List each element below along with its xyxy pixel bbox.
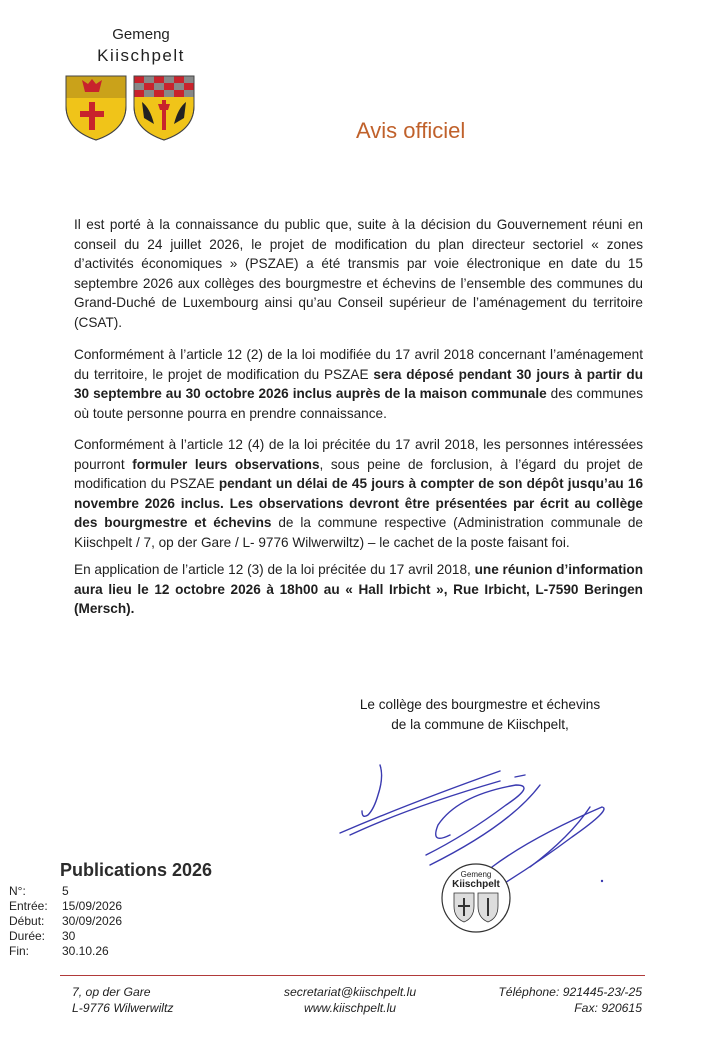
bold-text-run: pendant un délai de 45 jours à compter de son dépôt jusqu’au 16 novembre 2026 inclus. Les observations devront être présentées par écrit au collège des bourgmestre et échevins	[74, 476, 644, 531]
meta-label-start: Début:	[9, 914, 45, 928]
footer-email: secretariat@kiischpelt.lu	[283, 985, 417, 999]
text-run: Conformément à l’article 12 (2) de la loi modifiée du 17 avril 2018 concernant l’aménagement du territoire, le projet de modification du PSZAE	[74, 347, 643, 382]
text-run: des communes où toute personne pourra en prendre connaissance.	[74, 386, 644, 421]
coat-of-arms-logo	[62, 72, 198, 142]
bold-text-run: sera déposé pendant 30 jours à partir du 30 septembre au 30 octobre 2026 inclus auprès de la maison communale	[74, 366, 643, 402]
bold-text-run: une réunion d’information aura lieu le 12 octobre 2026 à 18h00 au « Hall Irbicht », Rue Irbicht, L-7590 Beringen (Mersch).	[74, 562, 644, 617]
meta-value-end: 30.10.26	[62, 944, 109, 958]
meta-value-start: 30/09/2026	[62, 914, 123, 928]
publications-title: Publications 2026	[60, 860, 213, 880]
text-run: En application de l’article 12 (3) de la loi précitée du 17 avril 2018,	[74, 562, 475, 577]
seal-line2: Kiischpelt	[452, 879, 500, 890]
bold-text-run: formuler leurs observations	[132, 456, 320, 472]
left-shield-icon	[66, 76, 126, 140]
footer-phone: Téléphone: 921445-23/-25	[498, 985, 642, 999]
paragraph-1	[74, 215, 643, 333]
meta-value-entry: 15/09/2026	[62, 899, 123, 913]
text-run: Conformément à l’article 12 (4) de la loi précitée du 17 avril 2018, les personnes intéressées pourront	[74, 437, 643, 472]
org-name-line2: Kiischpelt	[97, 46, 185, 65]
paragraph-4	[74, 560, 643, 619]
text-run: Il est porté à la connaissance du public que, suite à la décision du Gouvernement réuni en conseil du 24 juillet 2026, le projet de modification du plan directeur sectoriel « zones d’activités économiques » (PSZAE) a été transmis par voie électronique en date du 15 septembre 2026 aux collèges des bourgmestre et échevins de l’ensemble des communes du Grand-Duché de Luxembourg ainsi qu’au Conseil supérieur de l’aménagement du territoire (CSAT).	[74, 217, 643, 330]
meta-label-duration: Durée:	[9, 929, 46, 943]
right-shield-icon	[134, 76, 194, 140]
footer-address-line1: 7, op der Gare	[72, 985, 151, 999]
meta-label-end: Fin:	[9, 944, 30, 958]
meta-value-duration: 30	[62, 929, 76, 943]
closing-line1: Le collège des bourgmestre et échevins	[359, 697, 601, 712]
footer-address-line2: L-9776 Wilwerwiltz	[72, 1001, 174, 1015]
official-seal-icon	[440, 862, 512, 934]
closing-line2: de la commune de Kiischpelt,	[391, 717, 569, 732]
meta-label-entry: Entrée:	[9, 899, 48, 913]
seal-line1: Gemeng	[460, 870, 492, 879]
footer-website: www.kiischpelt.lu	[303, 1001, 397, 1015]
paragraph-2	[74, 345, 643, 423]
org-name-line1: Gemeng	[112, 26, 170, 43]
meta-value-number: 5	[62, 884, 69, 898]
footer-divider	[60, 975, 645, 976]
notice-title: Avis officiel	[356, 118, 466, 143]
meta-label-number: N°:	[9, 884, 26, 898]
footer-fax: Fax: 920615	[574, 1001, 642, 1015]
paragraph-3	[74, 435, 643, 553]
text-run: de la commune respective (Administration communale de Kiischpelt / 7, op der Gare / L- 9776 Wilwerwiltz) – le cachet de la poste faisant foi.	[74, 515, 643, 550]
text-run: , sous peine de forclusion, à l’égard du projet de modification du PSZAE	[74, 456, 643, 492]
